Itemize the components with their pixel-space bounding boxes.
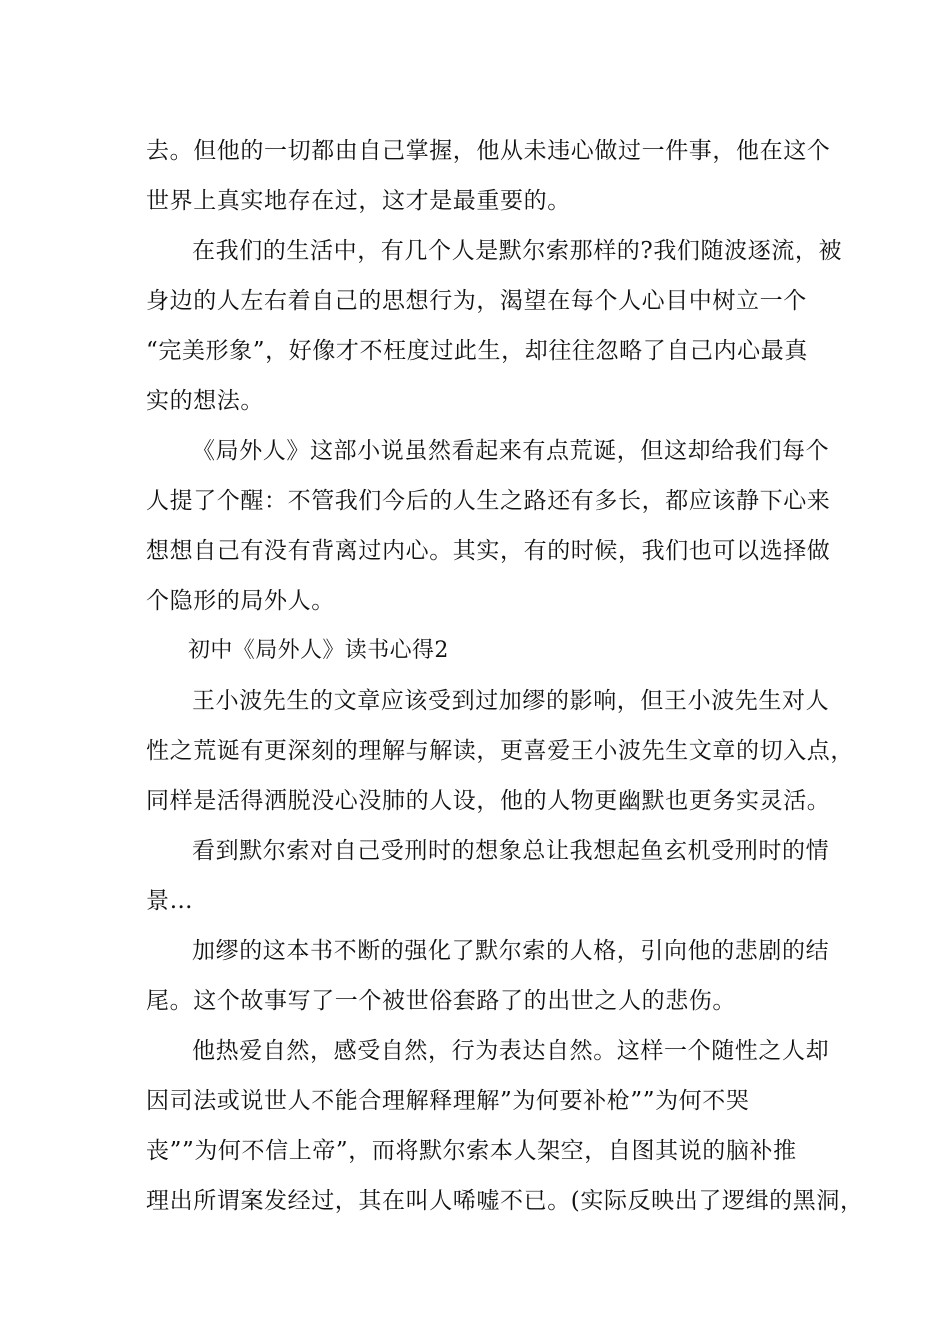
paragraph-start-line: 《局外人》这部小说虽然看起来有点荒诞，但这却给我们每个 — [192, 438, 830, 464]
paragraph-start-line: 王小波先生的文章应该受到过加缪的影响，但王小波先生对人 — [192, 688, 830, 714]
text-line-8: 人提了个醒：不管我们今后的人生之路还有多长，都应该静下心来 — [146, 488, 831, 514]
paragraph-start-line: 加缪的这本书不断的强化了默尔索的人格，引向他的悲剧的结 — [192, 938, 830, 964]
text-line-5: “完美形象”，好像才不枉度过此生，却往往忽略了自己内心最真 — [146, 338, 808, 364]
text-line-20: 因司法或说世人不能合理解释理解”为何要补枪””为何不哭 — [146, 1088, 750, 1114]
text-line-16: 景… — [146, 888, 194, 914]
text-line-14: 同样是活得洒脱没心没肺的人设，他的人物更幽默也更务实灵活。 — [146, 788, 831, 814]
text-line-18: 尾。这个故事写了一个被世俗套路了的出世之人的悲伤。 — [146, 988, 736, 1014]
text-line-10: 个隐形的局外人。 — [146, 588, 335, 614]
paragraph-start-line: 看到默尔索对自己受刑时的想象总让我想起鱼玄机受刑时的情 — [192, 838, 830, 864]
text-line-4: 身边的人左右着自己的思想行为，渴望在每个人心目中树立一个 — [146, 288, 807, 314]
text-line-6: 实的想法。 — [146, 388, 264, 414]
text-line-9: 想想自己有没有背离过内心。其实，有的时候，我们也可以选择做 — [146, 538, 831, 564]
text-line-21: 丧””为何不信上帝”，而将默尔索本人架空，自图其说的脑补推 — [146, 1138, 797, 1164]
text-line-22: 理出所谓案发经过，其在叫人唏嘘不已。(实际反映出了逻缉的黑洞， — [146, 1188, 864, 1214]
section-heading: 初中《局外人》读书心得2 — [188, 638, 449, 663]
paragraph-start-line: 在我们的生活中，有几个人是默尔索那样的?我们随波逐流，被 — [192, 238, 843, 264]
text-line-13: 性之荒诞有更深刻的理解与解读，更喜爱王小波先生文章的切入点， — [146, 738, 854, 764]
text-line-2: 世界上真实地存在过，这才是最重要的。 — [146, 188, 571, 214]
paragraph-start-line: 他热爱自然，感受自然，行为表达自然。这样一个随性之人却 — [192, 1038, 830, 1064]
text-line-1: 去。但他的一切都由自己掌握，他从未违心做过一件事，他在这个 — [146, 138, 831, 164]
